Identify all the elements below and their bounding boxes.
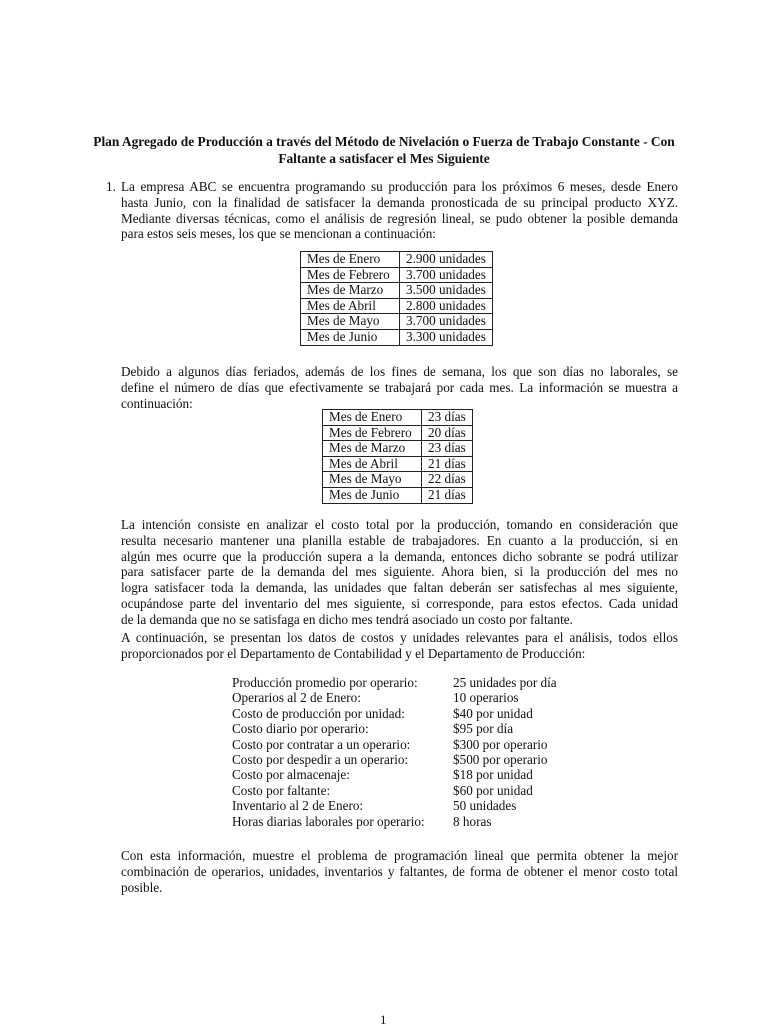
text-line: hasta Junio, con la finalidad de satisfacer la demanda pronosticada de su principal producto XYZ. [121, 194, 678, 210]
table-cell-value: 23 días [422, 441, 473, 457]
cost-value: 50 unidades [453, 798, 517, 814]
cost-value: $60 por unidad [453, 782, 533, 798]
paragraph-task [121, 848, 678, 895]
table-cell-month: Mes de Enero [301, 252, 400, 268]
cost-label: Producción promedio por operario: [232, 675, 418, 690]
table-row [232, 675, 557, 690]
table-cell-value: 20 días [422, 425, 473, 441]
table-cell-value: 23 días [422, 410, 473, 426]
table-cell-month: Mes de Enero [323, 410, 422, 426]
table-cell-value: 3.500 unidades [400, 283, 493, 299]
cost-label: Operarios al 2 de Enero: [232, 690, 361, 706]
cost-label: Costo por almacenaje: [232, 767, 350, 783]
text-line: Mediante diversas técnicas, como el análisis de regresión lineal, se pudo obtener la posible demanda [121, 210, 678, 226]
table-row [323, 487, 473, 503]
text-line: de la demanda que no se satisfaga en dicho mes tendrá asociado un costo por faltante. [121, 611, 573, 627]
table-row [232, 706, 557, 721]
page-number: 1 [380, 1012, 387, 1027]
table-cell-value: 3.700 unidades [400, 314, 493, 330]
cost-value: $18 por unidad [453, 767, 533, 783]
cost-value: $40 por unidad [453, 705, 533, 721]
demand-table [300, 251, 493, 346]
table-cell-value: 3.300 unidades [400, 329, 493, 345]
table-row [232, 690, 557, 705]
table-row [323, 472, 473, 488]
table-cell-month: Mes de Abril [301, 298, 400, 314]
title-line-1: Plan Agregado de Producción a través del Método de Nivelación o Fuerza de Trabajo Constante - Con [93, 134, 675, 149]
text-line: logra satisfacer toda la demanda, las unidades que faltan deberán ser satisfechas al mes siguiente, [121, 580, 678, 596]
table-row [323, 441, 473, 457]
table-row [323, 425, 473, 441]
paragraph-intro [121, 179, 678, 242]
text-line: ocupándose parte del inventario del mes siguiente, si corresponde, para estos efectos. Cada unidad [121, 595, 678, 611]
text-line: Debido a algunos días feriados, además de los fines de semana, los que son días no laborales, se [121, 364, 678, 379]
cost-value: $500 por operario [453, 752, 548, 768]
cost-label: Costo diario por operario: [232, 721, 369, 737]
text-line: A continuación, se presentan los datos de costos y unidades relevantes para el análisis, todos ellos [121, 630, 678, 645]
cost-data-table [232, 675, 557, 829]
cost-label: Costo por contratar a un operario: [232, 736, 411, 752]
workdays-table [322, 409, 473, 504]
table-row [301, 329, 493, 345]
cost-label: Costo por faltante: [232, 782, 331, 798]
text-line: posible. [121, 879, 163, 895]
table-cell-month: Mes de Abril [323, 456, 422, 472]
text-line: define el número de días que efectivamente se trabajará por cada mes. La información se muestra a [121, 379, 678, 395]
text-line: proporcionados por el Departamento de Contabilidad y el Departamento de Producción: [121, 645, 586, 661]
table-row [301, 314, 493, 330]
table-cell-month: Mes de Marzo [323, 441, 422, 457]
table-row [232, 752, 557, 767]
text-line: para satisfacer parte de la demanda del mes siguiente. Ahora bien, si la producción del mes no [121, 564, 678, 580]
table-cell-value: 22 días [422, 472, 473, 488]
table-cell-month: Mes de Marzo [301, 283, 400, 299]
item-number: 1. [106, 179, 116, 194]
cost-label: Horas diarias laborales por operario: [232, 813, 425, 829]
table-row [232, 814, 557, 829]
text-line: resulta necesario mantener una planilla estable de trabajadores. En cuanto a la producción, si en [121, 532, 678, 548]
table-cell-value: 2.900 unidades [400, 252, 493, 268]
cost-value: $300 por operario [453, 736, 548, 752]
text-line: La empresa ABC se encuentra programando su producción para los próximos 6 meses, desde Enero [121, 179, 678, 194]
cost-value: 25 unidades por día [453, 675, 557, 690]
table-row [232, 767, 557, 782]
paragraph-days [121, 364, 678, 411]
document-title [80, 133, 688, 167]
table-row [232, 783, 557, 798]
table-row [301, 267, 493, 283]
text-line: Con esta información, muestre el problema de programación lineal que permita obtener la mejor [121, 848, 678, 863]
table-cell-value: 2.800 unidades [400, 298, 493, 314]
table-cell-month: Mes de Junio [323, 487, 422, 503]
table-row [323, 456, 473, 472]
table-cell-value: 21 días [422, 456, 473, 472]
paragraph-analysis [121, 517, 678, 628]
cost-value: 8 horas [453, 813, 492, 829]
table-row [232, 737, 557, 752]
text-line: La intención consiste en analizar el costo total por la producción, tomando en consideración que [121, 517, 678, 532]
table-row [323, 410, 473, 426]
text-line: combinación de operarios, unidades, inventarios y faltantes, de forma de obtener el menor costo total [121, 863, 678, 879]
table-cell-month: Mes de Mayo [323, 472, 422, 488]
cost-label: Costo por despedir a un operario: [232, 752, 409, 768]
title-line-2: Faltante a satisfacer el Mes Siguiente [278, 151, 490, 166]
table-cell-month: Mes de Junio [301, 329, 400, 345]
text-line: algún mes ocurre que la producción supera a la demanda, entonces dicho sobrante se podrá utilizar [121, 548, 678, 564]
table-cell-month: Mes de Mayo [301, 314, 400, 330]
text-line: continuación: [121, 395, 193, 411]
cost-label: Inventario al 2 de Enero: [232, 798, 364, 814]
table-row [301, 298, 493, 314]
table-cell-value: 21 días [422, 487, 473, 503]
table-row [232, 721, 557, 736]
table-row [232, 798, 557, 813]
cost-label: Costo de producción por unidad: [232, 705, 405, 721]
table-row [301, 283, 493, 299]
table-cell-month: Mes de Febrero [323, 425, 422, 441]
table-cell-value: 3.700 unidades [400, 267, 493, 283]
table-cell-month: Mes de Febrero [301, 267, 400, 283]
text-line: para estos seis meses, los que se mencionan a continuación: [121, 226, 436, 242]
cost-value: 10 operarios [453, 690, 519, 706]
table-row [301, 252, 493, 268]
cost-value: $95 por día [453, 721, 514, 737]
paragraph-cost-intro [121, 630, 678, 662]
